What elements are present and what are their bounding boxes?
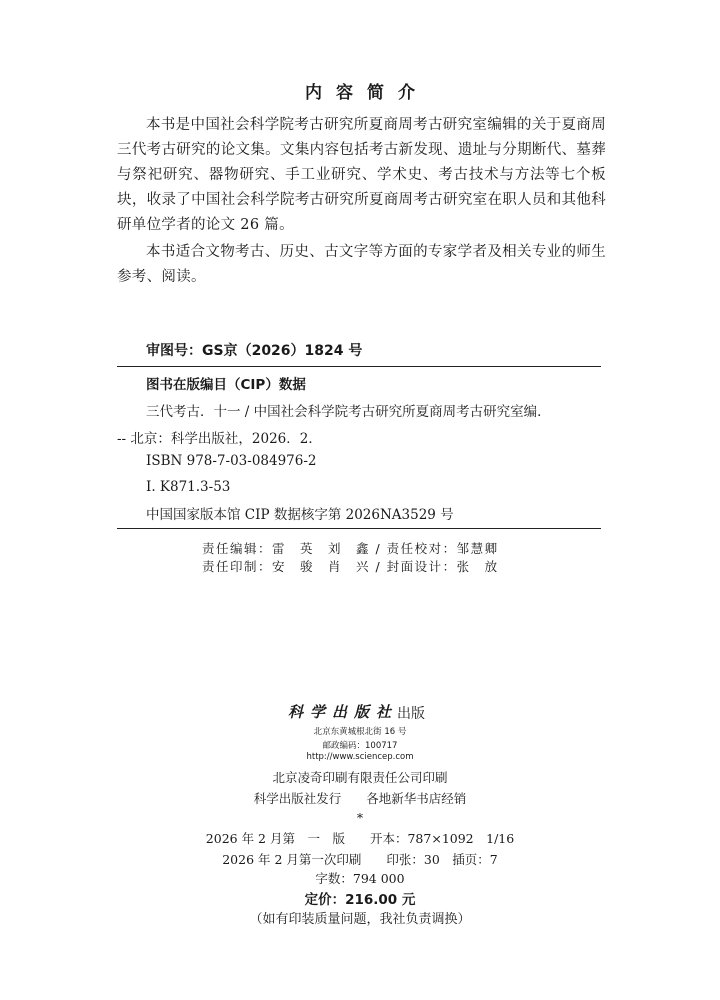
map-review-number: 审图号：GS京（2026）1824 号	[146, 343, 363, 359]
publisher-website: http://www.sciencep.com	[306, 752, 414, 762]
publisher-address: 北京东黄城根北街 16 号	[313, 727, 407, 737]
publisher-suffix: 出版	[397, 706, 425, 722]
cip-line-publisher: -- 北京：科学出版社，2026．2．	[117, 431, 322, 447]
publisher-logo: 科学出版社	[288, 703, 399, 721]
cip-bottom-rule	[117, 528, 601, 529]
quality-notice: （如有印装质量问题，我社负责调换）	[249, 912, 471, 927]
printer-line: 北京凌奇印刷有限责任公司印刷	[272, 770, 448, 785]
cip-line-title: 三代考古．十一 / 中国社会科学院考古研究所夏商周考古研究室编．	[146, 404, 551, 420]
staff-editors: 责任编辑：雷 英 刘 鑫 / 责任校对：邹慧卿	[202, 541, 499, 556]
summary-text	[117, 113, 606, 290]
edition-line: 2026 年 2 月第 一 版 开本：787×1092 1/16	[205, 831, 515, 846]
page-title: 内容简介	[305, 83, 429, 103]
printing-line: 2026 年 2 月第一次印刷 印张：30 插页：7	[222, 852, 498, 867]
cip-line-isbn: ISBN 978-7-03-084976-2	[146, 453, 317, 469]
cip-top-rule	[117, 366, 601, 367]
summary-paragraph-1: 本书是中国社会科学院考古研究所夏商周考古研究室编辑的关于夏商周三代考古研究的论文集。文集内容包括考古新发现、遗址与分期断代、墓葬与祭祀研究、器物研究、手工业研究、学术史、考古技术与方法等七个板块，收录了中国社会科学院考古研究所夏商周考古研究室在职人员和其他科研单位学者的论文 26 篇。	[117, 117, 606, 233]
summary-paragraph-2: 本书适合文物考古、历史、古文字等方面的专家学者及相关专业的师生参考、阅读。	[117, 244, 606, 285]
publisher-postcode: 邮政编码：100717	[322, 741, 398, 751]
cip-heading: 图书在版编目（CIP）数据	[146, 377, 306, 393]
staff-printing-design: 责任印制：安 骏 肖 兴 / 封面设计：张 放	[202, 559, 499, 574]
word-count-line: 字数：794 000	[315, 871, 405, 886]
separator-asterisk: *	[356, 810, 364, 825]
distribution-line: 科学出版社发行 各地新华书店经销	[253, 791, 467, 806]
cip-line-record-number: 中国国家版本馆 CIP 数据核字第 2026NA3529 号	[146, 507, 454, 523]
price-line: 定价：216.00 元	[304, 892, 416, 908]
cip-line-classification: Ⅰ. K871.3-53	[146, 479, 231, 495]
